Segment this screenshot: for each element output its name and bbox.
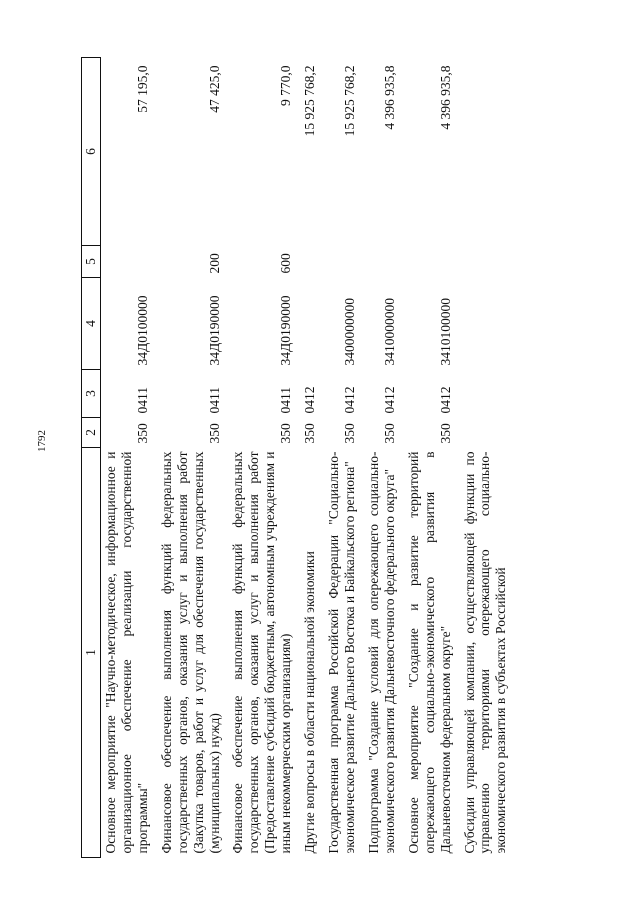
table-row	[302, 58, 326, 858]
row-amount: 15 925 768,2	[342, 65, 358, 137]
table-row	[406, 58, 462, 858]
page-number: 1792	[36, 430, 48, 452]
table-row	[159, 58, 231, 858]
header-row	[82, 58, 101, 858]
row-col2: 350	[302, 423, 318, 444]
header-col-3: 3	[82, 370, 101, 418]
row-amount: 4 396 935,8	[437, 65, 453, 130]
budget-table	[81, 57, 517, 858]
row-description: Основное мероприятие "Создание и развитие территорий опережающего социально-экономического развития в Дальневосточном федеральном округе"	[405, 451, 453, 854]
row-col5	[101, 246, 159, 278]
row-col4: 34Д0100000	[135, 295, 150, 366]
row-col5: 200	[206, 253, 222, 274]
row-description: Субсидии управляющей компании, осуществляющей функции по управлению территориями опережающего социально-экономического развития в субъектах Российской	[461, 451, 509, 854]
row-col3: 0412	[302, 386, 318, 414]
row-col5	[326, 246, 366, 278]
row-col2: 350	[278, 423, 294, 444]
budget-table-page	[81, 58, 596, 858]
row-col4	[462, 278, 518, 370]
row-col4: 34Д0190000	[278, 295, 294, 366]
row-col3: 0412	[381, 386, 397, 414]
row-col3: 0411	[135, 387, 150, 414]
header-col-4: 4	[82, 278, 101, 370]
row-col3: 0411	[278, 387, 294, 414]
table-row	[101, 58, 159, 858]
row-col3: 0412	[437, 386, 453, 414]
row-col5	[462, 246, 518, 278]
row-col2: 350	[381, 423, 397, 444]
row-col5	[302, 246, 326, 278]
row-col3: 0412	[342, 386, 358, 414]
row-amount: 15 925 768,2	[302, 65, 318, 137]
header-col-5: 5	[82, 246, 101, 278]
table-row	[462, 58, 518, 858]
row-description: Государственная программа Российской Федерации "Социально-экономическое развитие Дальнего Востока и Байкальского региона"	[326, 451, 357, 854]
row-amount: 9 770,0	[278, 65, 294, 106]
row-col5	[366, 246, 406, 278]
row-description: Основное мероприятие "Научно-методическое, информационное и организационное обеспечение реализации государственной программы"	[103, 451, 150, 854]
row-col2: 350	[437, 423, 453, 444]
row-col2: 350	[206, 423, 222, 444]
row-col2: 350	[135, 423, 150, 444]
table-row	[230, 58, 302, 858]
header-col-1: 1	[82, 448, 101, 858]
row-description: Финансовое обеспечение выполнения функций федеральных государственных органов, оказания услуг и выполнения работ (Закупка товаров, работ и услуг для обеспечения государственных (муниципальных) нужд)	[158, 451, 222, 854]
row-amount: 57 195,0	[135, 65, 150, 113]
row-col2	[462, 418, 518, 448]
row-col3: 0411	[206, 387, 222, 414]
row-description: Другие вопросы в области национальной экономики	[302, 551, 318, 854]
header-col-2: 2	[82, 418, 101, 448]
header-col-6: 6	[82, 58, 101, 246]
row-col3	[462, 370, 518, 418]
row-amount: 47 425,0	[206, 65, 222, 113]
table-row	[366, 58, 406, 858]
row-col5	[406, 246, 462, 278]
row-col4: 34Д0190000	[206, 295, 222, 366]
row-amount	[462, 58, 518, 246]
row-description: Финансовое обеспечение выполнения функций федеральных государственных органов, оказания услуг и выполнения работ (Предоставление субсидий бюджетным, автономным учреждениям и иным некоммерческим организациям)	[230, 451, 294, 854]
row-description: Подпрограмма "Создание условий для опережающего социально-экономического развития Дальневосточного федерального округа"	[365, 451, 397, 854]
row-amount: 4 396 935,8	[381, 65, 397, 130]
row-col4	[302, 278, 326, 370]
row-col5: 600	[278, 253, 294, 274]
table-row	[326, 58, 366, 858]
row-col4: 3410100000	[437, 298, 453, 366]
row-col2: 350	[342, 423, 358, 444]
row-col4: 3400000000	[342, 298, 358, 366]
row-col4: 3410000000	[381, 298, 397, 366]
